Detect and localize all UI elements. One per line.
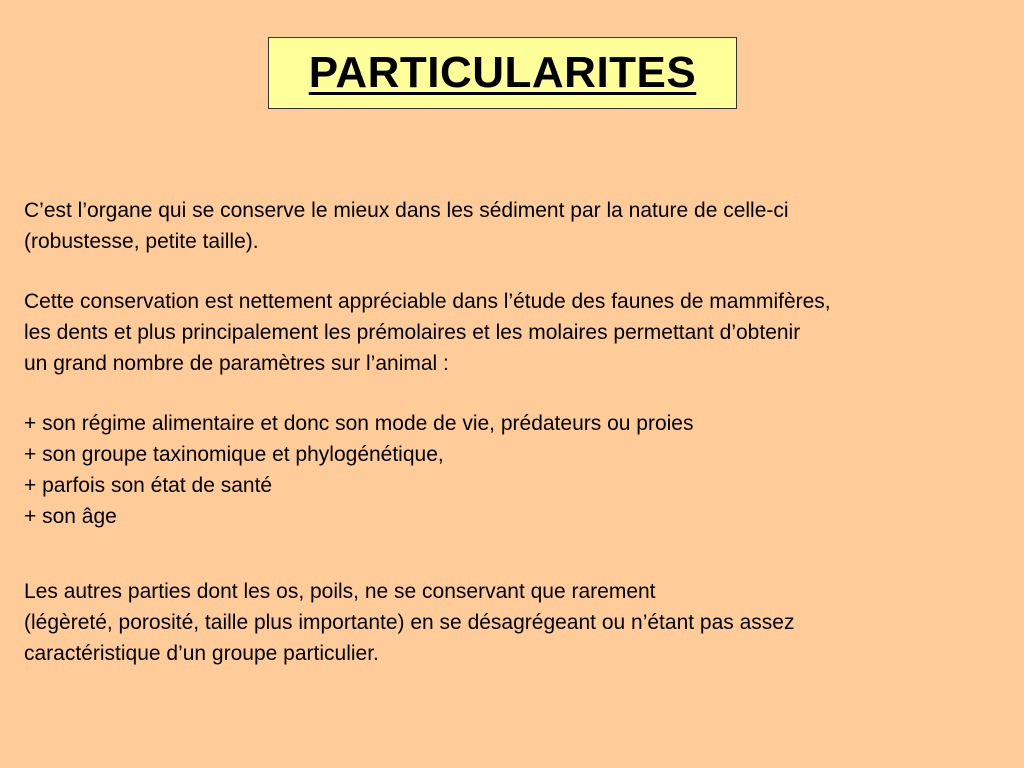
parameter-item: + son âge	[24, 505, 117, 528]
parameter-item: + parfois son état de santé	[24, 474, 273, 497]
conservation-line: Cette conservation est nettement appréciable dans l’étude des faunes de mammifères,	[24, 290, 831, 313]
intro-line: (robustesse, petite taille).	[24, 230, 259, 253]
conservation-line: les dents et plus principalement les prémolaires et les molaires permettant d’obtenir	[24, 321, 801, 344]
intro-line: C’est l’organe qui se conserve le mieux dans les sédiment par la nature de celle-ci	[24, 199, 789, 222]
parameters-list	[24, 408, 693, 532]
other-parts-paragraph	[24, 576, 794, 669]
slide-title: PARTICULARITES	[308, 48, 697, 97]
intro-paragraph	[24, 195, 789, 257]
other-parts-line: (légèreté, porosité, taille plus importante) en se désagrégeant ou n’étant pas assez	[24, 611, 795, 634]
other-parts-line: caractéristique d’un groupe particulier.	[24, 642, 379, 665]
parameter-item: + son régime alimentaire et donc son mode de vie, prédateurs ou proies	[24, 412, 694, 435]
title-box	[268, 37, 737, 109]
conservation-line: un grand nombre de paramètres sur l’animal :	[24, 352, 449, 375]
conservation-paragraph	[24, 286, 831, 379]
other-parts-line: Les autres parties dont les os, poils, ne se conservant que rarement	[24, 580, 656, 603]
parameter-item: + son groupe taxinomique et phylogénétique,	[24, 443, 444, 466]
